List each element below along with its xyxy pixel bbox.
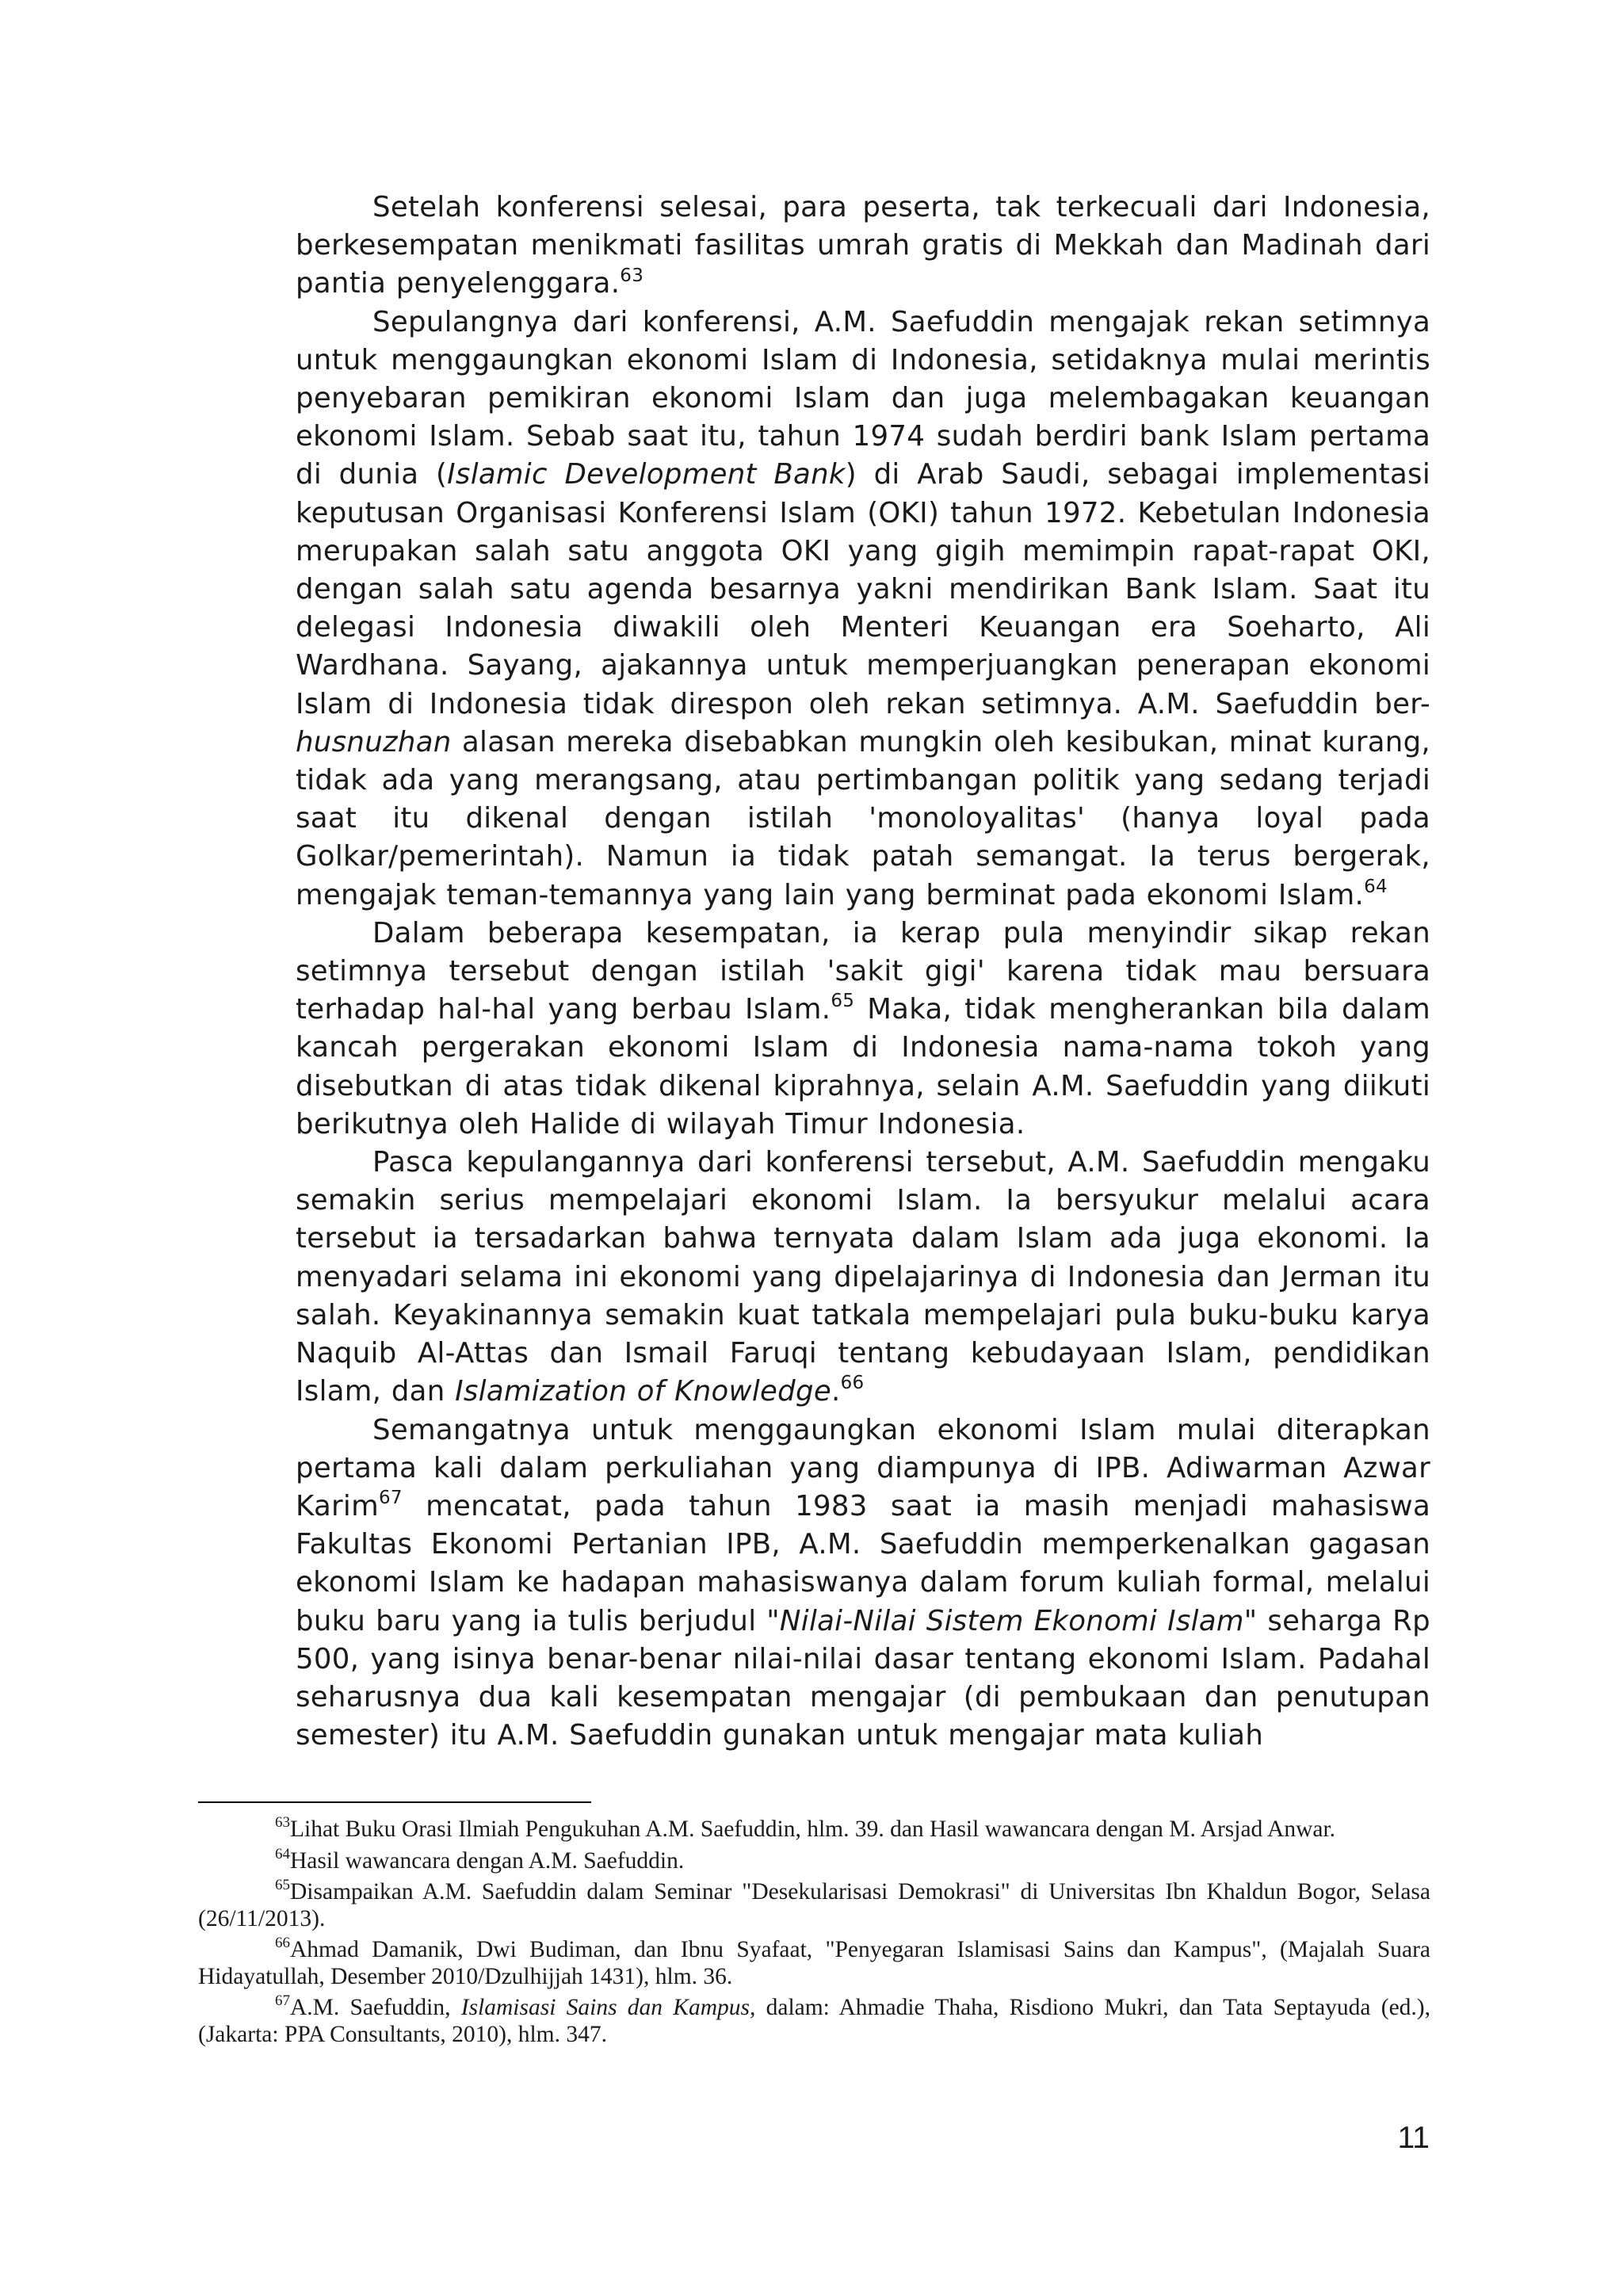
footnotes-section [198, 1814, 1431, 2053]
footnote-ref-64[interactable]: 64 [1364, 876, 1388, 897]
paragraph-5-text-b: mencatat, pada tahun 1983 saat ia masih menjadi mahasiswa Fakultas Ekonomi Pertanian IPB, A.M. Saefuddin memperkenalkan gagasan ekonomi Islam ke hadapan mahasiswanya dalam forum kuliah formal, melalui buku baru yang ia tulis berjudul " [296, 1489, 1430, 1637]
footnote-italic-title: Islamisasi Sains dan Kampus [460, 1995, 750, 2020]
paragraph-2 [296, 304, 1430, 915]
footnote-ref-67[interactable]: 67 [378, 1488, 403, 1509]
paragraph-2-italic-husnuzhan: husnuzhan [296, 725, 452, 758]
footnote-text: Hasil wawancara dengan A.M. Saefuddin. [290, 1847, 685, 1874]
paragraph-1-text: Setelah konferensi selesai, para peserta, tak terkecuali dari Indonesia, berkesempatan menikmati fasilitas umrah gratis di Mekkah dan Madinah dari pantia penyelenggara. [296, 191, 1430, 300]
footnote-number: 66 [275, 1935, 290, 1952]
footnote-63 [198, 1814, 1430, 1843]
paragraph-4 [296, 1144, 1430, 1411]
paragraph-5-text-c: " seharga Rp 500, yang isinya benar-benar nilai-nilai dasar tentang ekonomi Islam. Padahal seharusnya dua kali kesempatan mengajar (di pembukaan dan penutupan semester) itu A.M. Saefuddin gunakan untuk mengajar mata kuliah [296, 1604, 1430, 1752]
paragraph-2-text-a: Sepulangnya dari konferensi, A.M. Saefuddin mengajak rekan setimnya untuk menggaungkan ekonomi Islam di Indonesia, setidaknya mulai merintis penyebaran pemikiran ekonomi Islam dan juga melembagakan keuangan ekonomi Islam. Sebab saat itu, tahun 1974 sudah berdiri bank Islam pertama di dunia ( [296, 305, 1430, 491]
page-number: 11 [1397, 2121, 1430, 2155]
footnote-66 [198, 1937, 1430, 1990]
footnote-text-b: , dalam: Ahmadie Thaha, Risdiono Mukri, dan Tata Septayuda (ed.), (Jakarta: PPA Consultants, 2010), hlm. 347. [198, 1995, 1431, 2047]
footnote-text: Disampaikan A.M. Saefuddin dalam Seminar "Desekularisasi Demokrasi" di Universitas Ibn Khaldun Bogor, Selasa (26/11/2013). [198, 1879, 1430, 1931]
footnote-number: 64 [275, 1845, 290, 1862]
paragraph-4-text-a: Pasca kepulangannya dari konferensi tersebut, A.M. Saefuddin mengaku semakin serius mempelajari ekonomi Islam. Ia bersyukur melalui acara tersebut ia tersadarkan bahwa ternyata dalam Islam ada juga ekonomi. Ia menyadari selama ini ekonomi yang dipelajarinya di Indonesia dan Jerman itu salah. Keyakinannya semakin kuat tatkala mempelajari pula buku-buku karya Naquib Al-Attas dan Ismail Faruqi tentang kebudayaan Islam, pendidikan Islam, dan [296, 1146, 1430, 1408]
paragraph-4-italic-term: Islamization of Knowledge [455, 1375, 831, 1408]
paragraph-3 [296, 915, 1430, 1144]
paragraph-4-text-b: . [831, 1375, 841, 1408]
footnote-text: Ahmad Damanik, Dwi Budiman, dan Ibnu Syafaat, "Penyegaran Islamisasi Sains dan Kampus", (Majalah Suara Hidayatullah, Desember 2010/Dzulhijjah 1431), hlm. 36. [198, 1937, 1430, 1989]
footnote-ref-66[interactable]: 66 [840, 1373, 865, 1394]
paragraph-5 [296, 1412, 1430, 1755]
paragraph-2-text-b: ) di Arab Saudi, sebagai implementasi keputusan Organisasi Konferensi Islam (OKI) tahun 1972. Kebetulan Indonesia merupakan salah satu anggota OKI yang gigih memimpin rapat-rapat OKI, dengan salah satu agenda besarnya yakni mendirikan Bank Islam. Saat itu delegasi Indonesia diwakili oleh Menteri Keuangan era Soeharto, Ali Wardhana. Sayang, ajakannya untuk memperjuangkan penerapan ekonomi Islam di Indonesia tidak direspon oleh rekan setimnya. A.M. Saefuddin ber- [296, 458, 1431, 720]
paragraph-5-italic-book-title: Nilai-Nilai Sistem Ekonomi Islam [779, 1604, 1244, 1637]
footnote-separator [198, 1801, 591, 1803]
footnote-64 [198, 1845, 1430, 1875]
footnote-65 [198, 1879, 1430, 1932]
footnote-ref-65[interactable]: 65 [831, 991, 855, 1012]
paragraph-3-text-a: Dalam beberapa kesempatan, ia kerap pula menyindir sikap rekan setimnya tersebut dengan istilah 'sakit gigi' karena tidak mau bersuara terhadap hal-hal yang berbau Islam. [296, 916, 1430, 1026]
footnote-text: Lihat Buku Orasi Ilmiah Pengukuhan A.M. Saefuddin, hlm. 39. dan Hasil wawancara dengan M. Arsjad Anwar. [290, 1817, 1336, 1842]
footnote-number: 63 [275, 1814, 290, 1832]
footnote-67 [198, 1992, 1431, 2048]
paragraph-3-text-b: Maka, tidak mengherankan bila dalam kancah pergerakan ekonomi Islam di Indonesia nama-nama tokoh yang disebutkan di atas tidak dikenal kiprahnya, selain A.M. Saefuddin yang diikuti berikutnya oleh Halide di wilayah Timur Indonesia. [296, 993, 1430, 1140]
footnote-text-a: A.M. Saefuddin, [290, 1995, 461, 2020]
footnote-ref-63[interactable]: 63 [620, 265, 644, 286]
main-body-text [296, 189, 1430, 1755]
footnote-number: 67 [275, 1992, 290, 2010]
paragraph-2-text-c: alasan mereka disebabkan mungkin oleh kesibukan, minat kurang, tidak ada yang merangsang, atau pertimbangan politik yang sedang terjadi saat itu dikenal dengan istilah 'monoloyalitas' (hanya loyal pada Golkar/pemerintah). Namun ia tidak patah semangat. Ia terus bergerak, mengajak teman-temannya yang lain yang berminat pada ekonomi Islam. [296, 725, 1430, 911]
footnote-number: 65 [275, 1877, 290, 1894]
paragraph-1 [296, 189, 1430, 304]
paragraph-5-text-a: Semangatnya untuk menggaungkan ekonomi Islam mulai diterapkan pertama kali dalam perkuliahan yang diampunya di IPB. Adiwarman Azwar Karim [296, 1413, 1430, 1522]
paragraph-2-italic-term: Islamic Development Bank [447, 458, 846, 491]
